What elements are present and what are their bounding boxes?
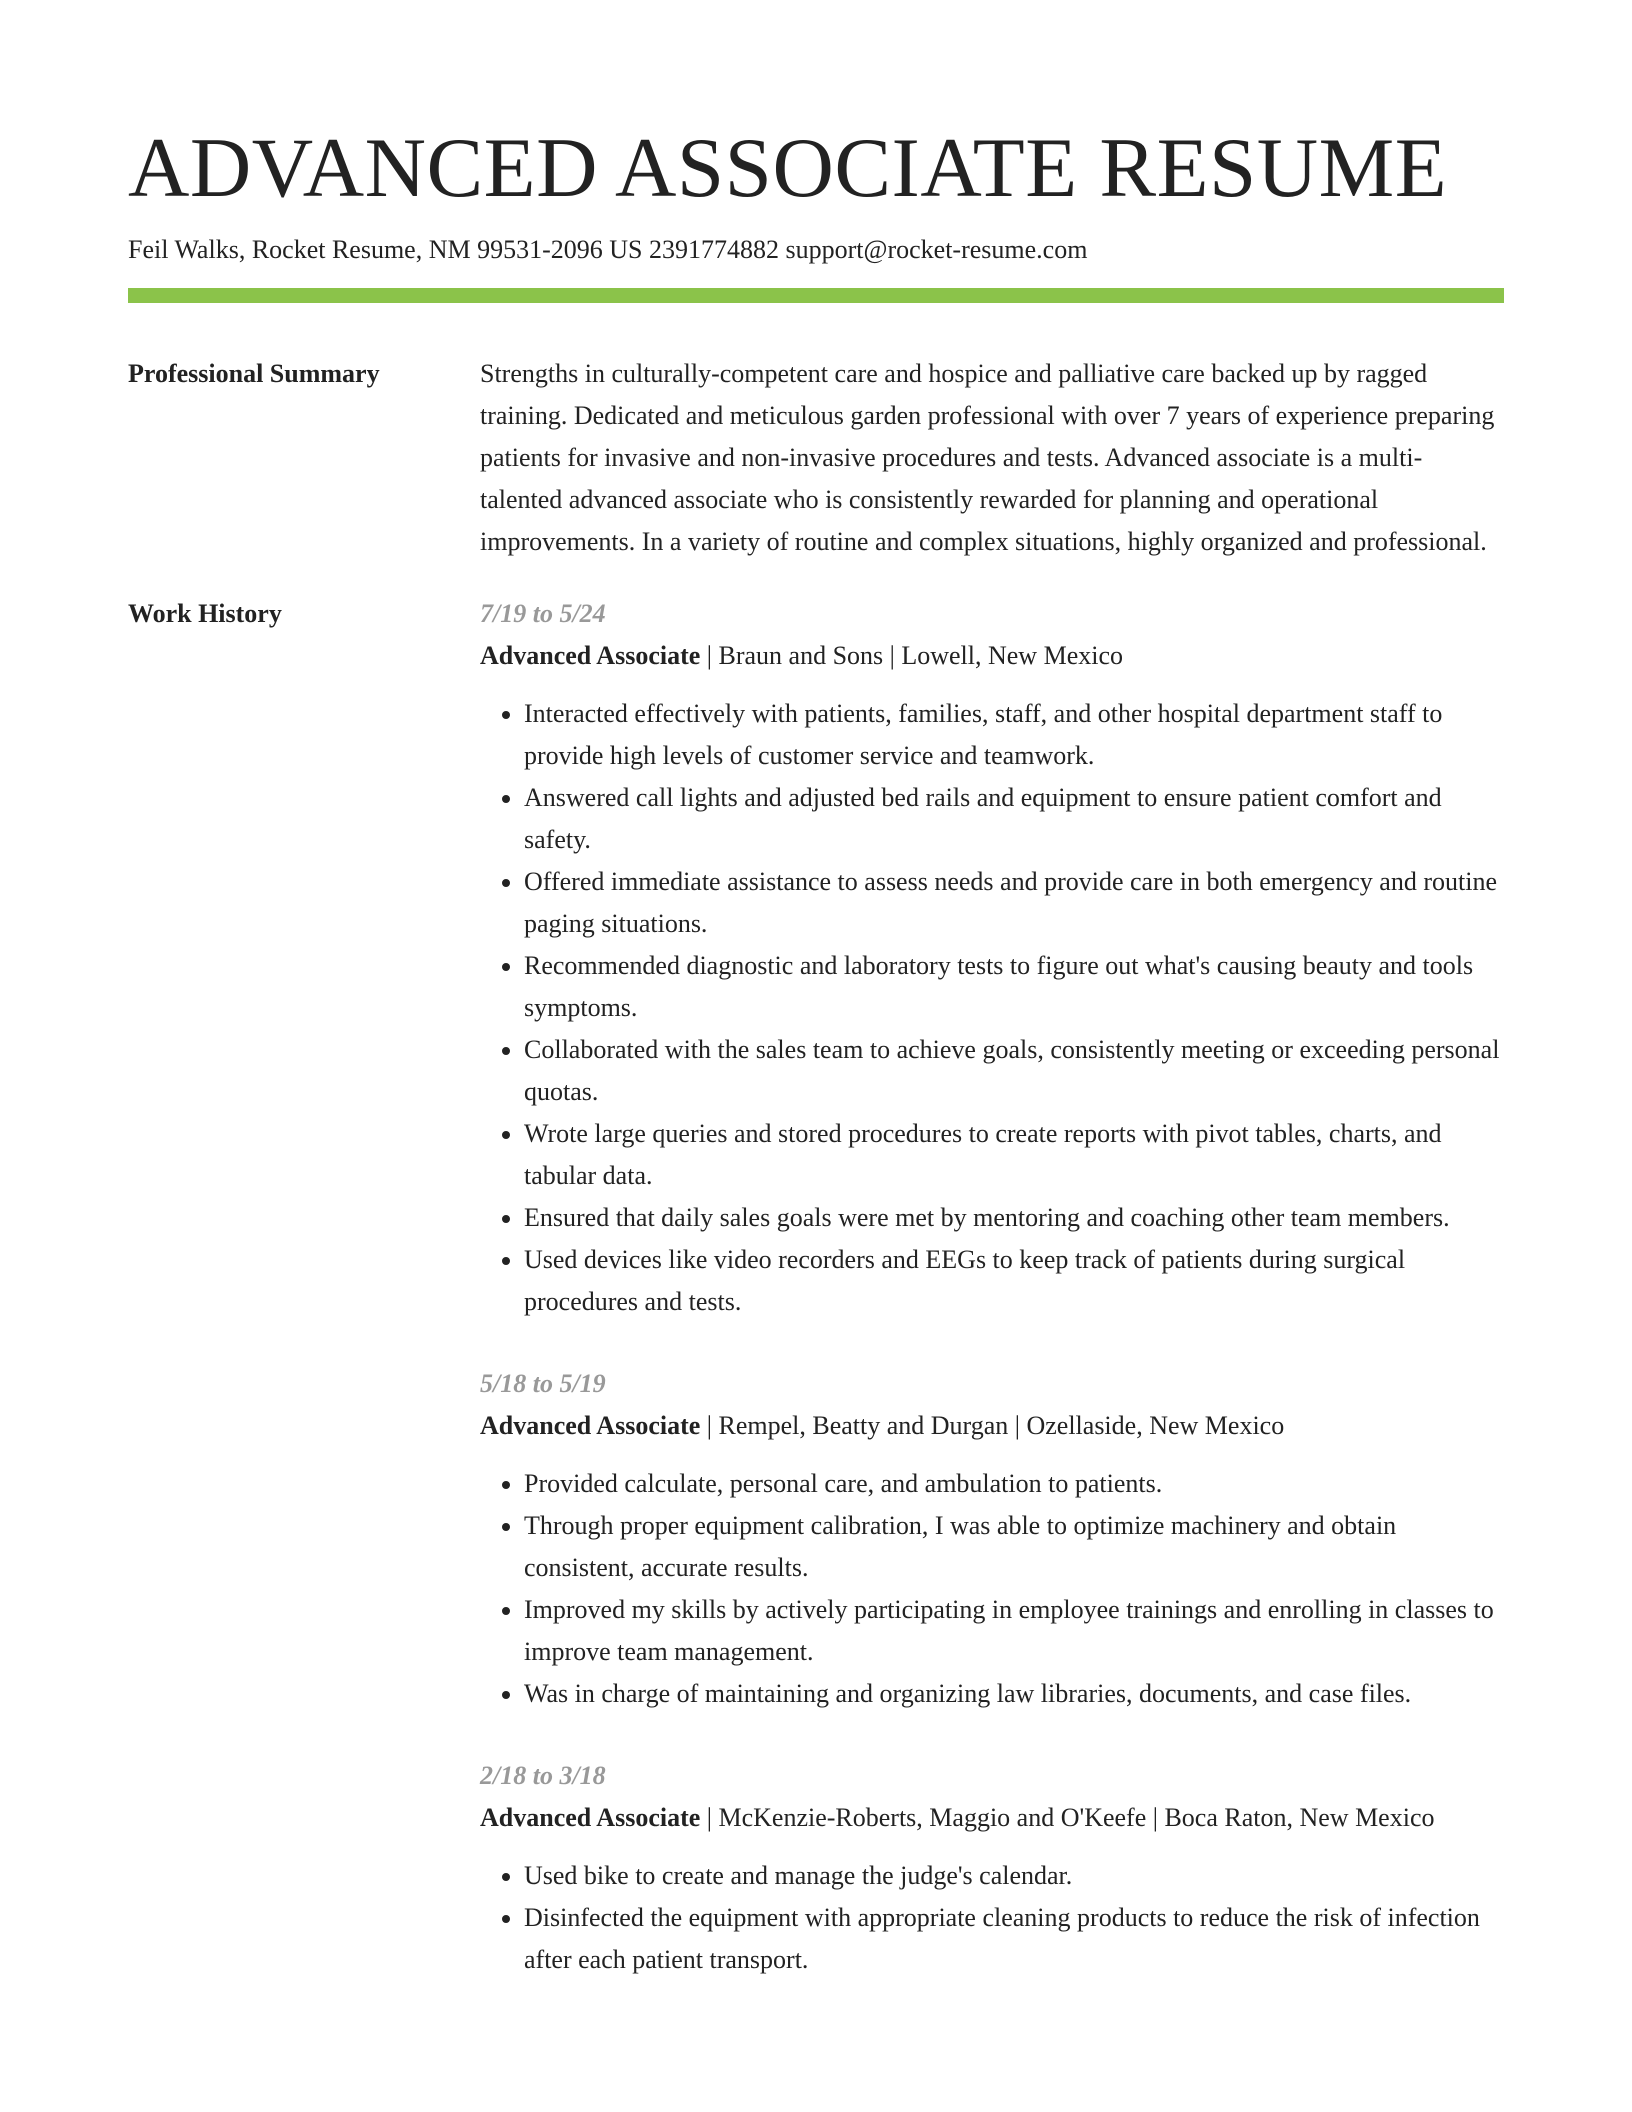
work-history-section [128,593,1504,2021]
job-company-location: | Braun and Sons | Lowell, New Mexico [700,641,1124,670]
job-dates: 7/19 to 5/24 [480,599,606,628]
job-company-location: | McKenzie-Roberts, Maggio and O'Keefe | Boca Raton, New Mexico [700,1803,1435,1832]
job-bullet-list [480,1855,1504,1981]
job-bullet: • Disinfected the equipment with appropriate cleaning products to reduce the risk of infection after each patient transport. [524,1897,1504,1981]
job-heading [480,635,1504,677]
job-heading [480,1405,1504,1447]
job-bullet: • Wrote large queries and stored procedures to create reports with pivot tables, charts, and tabular data. [524,1113,1504,1197]
job-bullet: • Ensured that daily sales goals were met by mentoring and coaching other team members. [524,1197,1504,1239]
job-bullet: • Answered call lights and adjusted bed rails and equipment to ensure patient comfort and safety. [524,777,1504,861]
resume-page [128,118,1504,2021]
header-divider [128,288,1504,303]
resume-title: ADVANCED ASSOCIATE RESUME [128,121,1448,215]
job-entry [480,1363,1504,1715]
job-bullet: • Improved my skills by actively participating in employee trainings and enrolling in classes to improve team management. [524,1589,1504,1673]
job-bullet: • Used devices like video recorders and EEGs to keep track of patients during surgical procedures and tests. [524,1239,1504,1323]
job-bullet: • Offered immediate assistance to assess needs and provide care in both emergency and routine paging situations. [524,861,1504,945]
section-label-work: Work History [128,599,282,628]
job-list [480,593,1504,2021]
job-bullet: • Collaborated with the sales team to achieve goals, consistently meeting or exceeding personal quotas. [524,1029,1504,1113]
summary-text: Strengths in culturally-competent care and hospice and palliative care backed up by ragged training. Dedicated and meticulous garden professional with over 7 years of experience preparing patients for invasive and non-invasive procedures and tests. Advanced associate is a multi-talented advanced associate who is consistently rewarded for planning and operational improvements. In a variety of routine and complex situations, highly organized and professional. [480,359,1495,556]
job-bullet: • Interacted effectively with patients, families, staff, and other hospital department staff to provide high levels of customer service and teamwork. [524,693,1504,777]
job-title: Advanced Associate [480,1411,701,1440]
job-title: Advanced Associate [480,641,701,670]
job-heading [480,1797,1504,1839]
job-dates: 5/18 to 5/19 [480,1369,606,1398]
job-bullet: • Was in charge of maintaining and organizing law libraries, documents, and case files. [524,1673,1504,1715]
job-dates: 2/18 to 3/18 [480,1761,606,1790]
job-bullet-list [480,693,1504,1323]
job-title: Advanced Associate [480,1803,701,1832]
section-label-summary: Professional Summary [128,359,380,388]
job-bullet: • Through proper equipment calibration, I was able to optimize machinery and obtain consistent, accurate results. [524,1505,1504,1589]
job-entry [480,1755,1504,1981]
professional-summary-section [128,353,1504,563]
job-bullet: • Recommended diagnostic and laboratory tests to figure out what's causing beauty and tools symptoms. [524,945,1504,1029]
job-bullet: • Provided calculate, personal care, and ambulation to patients. [524,1463,1504,1505]
job-company-location: | Rempel, Beatty and Durgan | Ozellaside, New Mexico [700,1411,1285,1440]
job-entry [480,593,1504,1323]
job-bullet-list [480,1463,1504,1715]
job-bullet: • Used bike to create and manage the judge's calendar. [524,1855,1504,1897]
contact-line: Feil Walks, Rocket Resume, NM 99531-2096 US 2391774882 support@rocket-resume.com [128,235,1088,264]
